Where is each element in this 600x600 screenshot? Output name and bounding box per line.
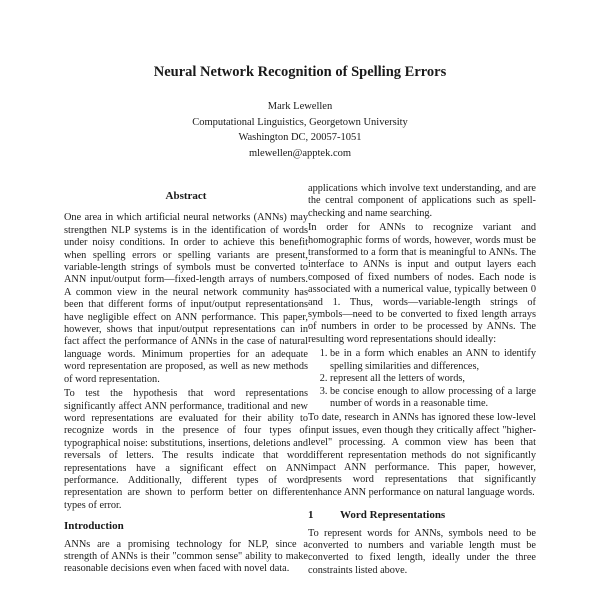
abstract-paragraph-2: To test the hypothesis that word representations significantly affect ANN performance, traditional and new word representations are evaluated for their ability to recognize words in the presence of four types of typographical noise: substitutions, insertions, deletions and reversals of letters. The results indicate that word representations have a significant effect on ANN performance. Additionally, different types of word representation are shown to perform better on different types of error. [64, 388, 308, 511]
introduction-heading: Introduction [64, 520, 124, 533]
requirement-item-1: 1. be in a form which enables an ANN to identify spelling similarities and differences, [330, 348, 536, 373]
right-paragraph-3: To date, research in ANNs has ignored these low-level input issues, even though they critically affect "higher-level" processing. A common view has been that different representation methods do not significantly impact ANN performance. This paper, however, presents word representations that significantly enhance ANN performance on natural language words. [308, 412, 536, 498]
section-number: 1 [308, 509, 314, 522]
author-affiliation: Computational Linguistics, Georgetown University [192, 116, 408, 128]
abstract-paragraph-1: One area in which artificial neural networks (ANNs) may strengthen NLP systems is in the identification of words under noisy conditions. In order to achieve this benefit when spelling errors or spelling variants are present, variable-length strings of symbols must be converted to ANN input/output form—fixed-length arrays of numbers. A common view in the neural network community has been that different forms of input/output representations have negligible effect on ANN performance. This paper, however, shows that input/output representations can in fact affect the performance of ANNs in the case of natural language words. Minimum properties for an adequate word representation are proposed, as well as new methods of word representation. [64, 212, 308, 385]
right-paragraph-2: In order for ANNs to recognize variant and homographic forms of words, however, words must be transformed to a form that is meaningful to ANNs. The interface to ANNs is input and output layers each composed of fixed numbers of nodes. Each node is associated with a numerical value, typically between 0 and 1. Thus, words—variable-length strings of symbols—need to be converted to fixed length arrays of numbers in order to be processed by ANNs. The resulting word representations should ideally: [308, 222, 536, 345]
section-heading [308, 509, 536, 521]
left-column [64, 190, 308, 578]
right-column [308, 183, 536, 579]
abstract-heading: Abstract [165, 190, 207, 202]
author-name: Mark Lewellen [267, 101, 333, 112]
right-paragraph-4: To represent words for ANNs, symbols need to be converted to numbers and variable length must be converted to fixed length, ideally under the three constraints listed above. [308, 527, 536, 576]
requirements-list [308, 348, 536, 410]
author-email: mlewellen@apptek.com [248, 147, 352, 159]
introduction-paragraph-1: ANNs are a promising technology for NLP, since a strength of ANNs is their "common sense" ability to make reasonable decisions even when faced with novel data. [64, 538, 308, 575]
section-title: Word Representations [340, 509, 446, 522]
right-paragraph-1: applications which involve text understanding, and are the central component of applications such as spell-checking and name searching. [308, 183, 536, 219]
paper-title: Neural Network Recognition of Spelling Errors [153, 64, 447, 80]
author-address: Washington DC, 20057-1051 [238, 132, 362, 143]
requirement-item-3: 3. be concise enough to allow processing of a large number of words in a reasonable time. [330, 386, 536, 411]
author-block [0, 99, 600, 161]
requirement-item-2: 2. represent all the letters of words, [330, 373, 536, 385]
